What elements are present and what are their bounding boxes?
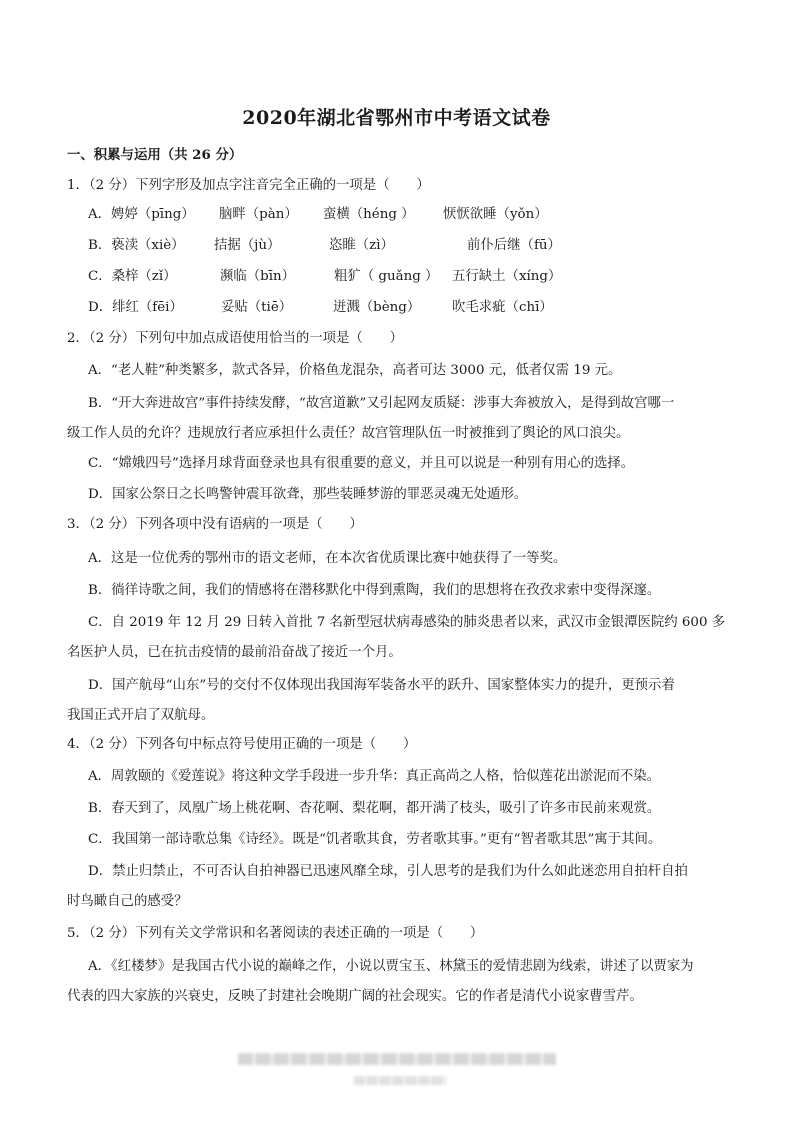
q2-option-c: C．“嫦娥四号”选择月球背面登录也具有很重要的意义，并且可以说是一种别有用心的选择。: [88, 456, 635, 471]
q4-option-d-line1: D．禁止归禁止，不可否认自拍神器已迅速风靡全球，引人思考的是我们为什么如此迷恋用自拍杆自拍: [88, 864, 688, 879]
q1-option-d-1: D．绯红（fēi）: [88, 300, 183, 315]
q2-option-a: A．“老人鞋”种类繁多，款式各异，价格鱼龙混杂，高者可达 3000 元，低者仅需 19 元。: [88, 363, 622, 378]
q5-option-a-line2: 代表的四大家族的兴衰史，反映了封建社会晚期广阔的社会现实。它的作者是清代小说家曹雪芹。: [67, 989, 643, 1004]
question-1-stem: 1．（2 分）下列字形及加点字注音完全正确的一项是（ ）: [67, 178, 430, 193]
q1-option-b-4: 前仆后继（fū）: [467, 238, 561, 253]
q1-option-a-3: 蛮横（héng ）: [323, 207, 415, 222]
question-3-stem: 3．（2 分）下列各项中没有语病的一项是（ ）: [67, 517, 363, 532]
q1-option-c-4: 五行缺土（xíng）: [452, 269, 562, 284]
question-2-stem: 2．（2 分）下列句中加点成语使用恰当的一项是（ ）: [67, 331, 403, 346]
q4-option-b: B．春天到了，凤凰广场上桃花啊、杏花啊、梨花啊，都开满了枝头，吸引了许多市民前来观赏。: [88, 801, 661, 816]
q3-option-c-line2: 名医护人员，已在抗击疫情的最前沿奋战了接近一个月。: [67, 645, 402, 660]
q3-option-a: A．这是一位优秀的鄂州市的语文老师，在本次省优质课比赛中她获得了一等奖。: [88, 551, 567, 566]
q3-option-d-line1: D．国产航母“山东”号的交付不仅体现出我国海军装备水平的跃升、国家整体实力的提升，更预示着: [88, 678, 675, 693]
q2-option-d: D．国家公祭日之长鸣警钟震耳欲聋，那些装睡梦游的罪恶灵魂无处遁形。: [88, 487, 528, 502]
q1-option-d-2: 妥贴（tiē）: [221, 300, 293, 315]
blurred-footer-watermark-2: [354, 1076, 446, 1085]
q4-option-a: A．周敦颐的《爱莲说》将这种文学手段进一步升华：真正高尚之人格，恰似莲花出淤泥而不染。: [88, 769, 661, 784]
question-5-stem: 5．（2 分）下列有关文学常识和名著阅读的表述正确的一项是（ ）: [67, 926, 484, 941]
q1-option-b-2: 拮据（jù）: [214, 238, 281, 253]
q1-option-c-2: 濒临（bīn）: [220, 269, 296, 284]
blurred-footer-watermark: [238, 1053, 556, 1065]
q2-option-b-line1: B．“开大奔进故宫”事件持续发酵，“故宫道歉”又引起网友质疑：涉事大奔被放入，是得到故宫哪一: [88, 396, 675, 411]
question-4-stem: 4．（2 分）下列各句中标点符号使用正确的一项是（ ）: [67, 737, 417, 752]
q4-option-d-line2: 时鸟瞰自己的感受？: [67, 894, 188, 909]
q1-option-d-4: 吹毛求疵（chī）: [452, 300, 553, 315]
q1-option-b-1: B．亵渎（xiè）: [88, 238, 185, 253]
q1-option-d-3: 迸溅（bèng）: [333, 300, 421, 315]
q1-option-c-3: 粗犷（ guǎng ）: [334, 269, 439, 284]
section-heading: 一、积累与运用（共 26 分）: [67, 147, 243, 163]
q1-option-b-3: 恣睢（zì）: [329, 238, 394, 253]
q2-option-b-line2: 级工作人员的允许？违规放行者应承担什么责任？故宫管理队伍一时被推到了舆论的风口浪尖。: [67, 426, 630, 441]
q5-option-a-line1: A．《红楼梦》是我国古代小说的巅峰之作，小说以贾宝玉、林黛玉的爱情悲剧为线索，讲述了以贾家为: [88, 959, 694, 974]
q1-option-a-4: 恹恹欲睡（yǒn）: [443, 207, 548, 222]
page-title: 2020年湖北省鄂州市中考语文试卷: [242, 107, 551, 129]
q4-option-c: C．我国第一部诗歌总集《诗经》。既是“饥者歌其食，劳者歌其事。”更有“智者歌其思”寓于其间。: [88, 832, 662, 847]
q3-option-b: B．徜徉诗歌之间，我们的情感将在潜移默化中得到熏陶，我们的思想将在孜孜求索中变得深邃。: [88, 583, 661, 598]
q3-option-d-line2: 我国正式开启了双航母。: [67, 708, 215, 723]
q1-option-c-1: C．桑梓（zǐ）: [88, 269, 177, 284]
q3-option-c-line1: C．自 2019 年 12 月 29 日转入首批 7 名新型冠状病毒感染的肺炎患者以来，武汉市金银潭医院约 600 多: [88, 615, 726, 630]
q1-option-a-2: 脑畔（pàn）: [219, 207, 298, 222]
q1-option-a-1: A．娉婷（pīng）: [88, 207, 195, 222]
